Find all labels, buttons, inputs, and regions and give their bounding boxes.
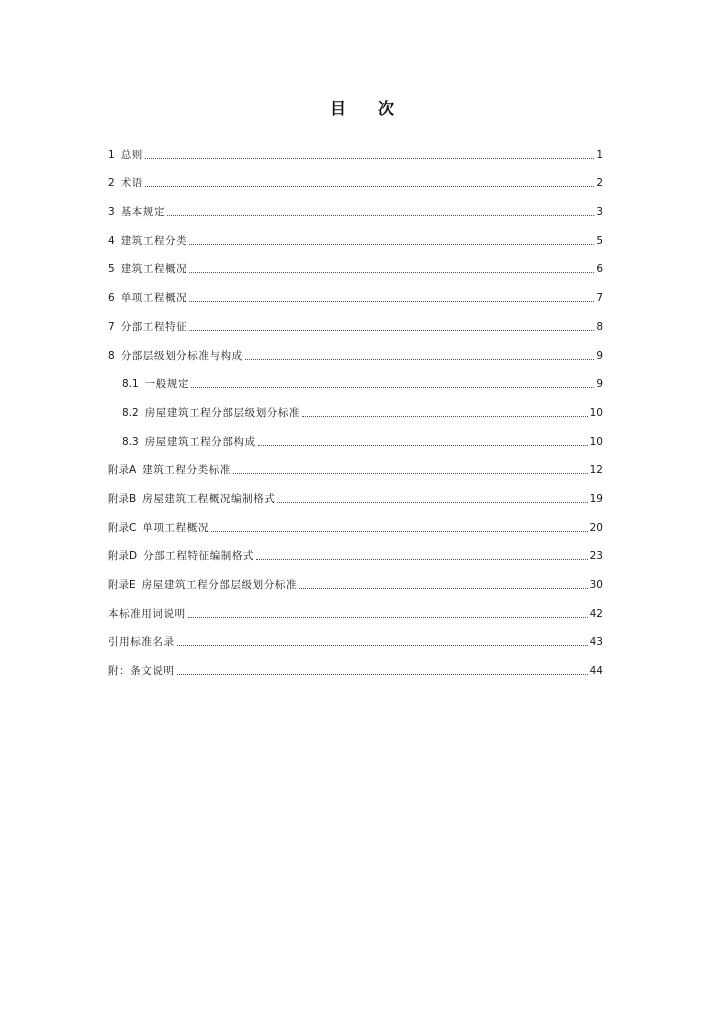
toc-entry-page: 6 (596, 263, 603, 276)
toc-entry-1[interactable] (108, 133, 603, 162)
toc-entry-label: 附：条文说明 (108, 665, 175, 678)
toc-entry-page: 10 (589, 406, 603, 419)
toc-leader-dots (177, 645, 588, 646)
toc-leader-dots (189, 272, 594, 273)
toc-title (0, 96, 724, 119)
toc-entry-number: 附录A (108, 464, 137, 477)
toc-entry-appendix-a[interactable] (108, 449, 603, 478)
toc-entry-5[interactable] (108, 248, 603, 277)
toc-entry-label: 本标准用词说明 (108, 607, 186, 620)
toc-entry-referenced-standards[interactable] (108, 621, 603, 650)
toc-entry-page: 2 (596, 177, 603, 190)
toc-entry-label: 房屋建筑工程分部构成 (144, 435, 256, 448)
toc-entry-appendix-d[interactable] (108, 535, 603, 564)
toc-entry-number: 4 (108, 234, 115, 247)
toc-entry-label: 单项工程概况 (120, 292, 188, 305)
toc-leader-dots (256, 559, 588, 560)
toc-leader-dots (258, 445, 588, 446)
toc-entry-page: 19 (589, 492, 603, 505)
toc-entry-page: 42 (589, 607, 603, 620)
toc-entry-page: 5 (596, 234, 603, 247)
toc-entry-label: 术语 (120, 177, 143, 190)
toc-entry-number: 附录D (108, 550, 138, 563)
toc-entry-label: 一般规定 (144, 378, 190, 391)
toc-entry-page: 23 (589, 550, 603, 563)
toc-entry-page: 7 (596, 292, 603, 305)
toc-leader-dots (189, 330, 594, 331)
toc-entry-label: 房屋建筑工程分部层级划分标准 (141, 579, 298, 591)
toc-entry-label: 分部工程特征编制格式 (143, 550, 255, 563)
toc-entry-page: 12 (589, 464, 603, 477)
toc-leader-dots (145, 186, 594, 187)
toc-leader-dots (233, 473, 588, 474)
toc-entry-label: 建筑工程分类标准 (142, 464, 231, 477)
toc-entry-page: 1 (596, 148, 603, 161)
toc-entry-number: 8.3 (122, 435, 139, 448)
toc-entry-8-2[interactable] (108, 391, 603, 420)
toc-leader-dots (277, 502, 587, 503)
toc-entry-page: 30 (589, 579, 603, 591)
toc-entry-wording-explanation[interactable] (108, 592, 603, 621)
toc-entry-number: 7 (108, 320, 115, 333)
toc-entry-label: 房屋建筑工程概况编制格式 (142, 492, 276, 505)
toc-entry-page: 20 (589, 521, 603, 534)
toc-entry-number: 8.2 (122, 406, 139, 419)
toc-leader-dots (245, 359, 595, 360)
toc-entry-number: 8 (108, 349, 115, 362)
toc-entry-8[interactable] (108, 334, 603, 363)
toc-entry-8-1[interactable] (108, 363, 603, 392)
toc-entry-label: 房屋建筑工程分部层级划分标准 (144, 406, 301, 419)
toc-entry-number: 附录B (108, 492, 137, 505)
toc-entry-label: 单项工程概况 (142, 521, 209, 534)
toc-entry-appendix-c[interactable] (108, 506, 603, 535)
toc-leader-dots (167, 215, 594, 216)
toc-entry-label: 总则 (120, 148, 143, 161)
toc-leader-dots (211, 531, 588, 532)
toc-leader-dots (191, 387, 594, 388)
toc-title-char-1: 目 (329, 99, 346, 118)
toc-entry-6[interactable] (108, 276, 603, 305)
toc-entry-8-3[interactable] (108, 420, 603, 449)
toc-entry-label: 引用标准名录 (108, 636, 175, 649)
toc-entry-number: 附录C (108, 521, 137, 534)
toc-entry-number: 3 (108, 206, 115, 219)
toc-leader-dots (189, 244, 594, 245)
toc-entry-4[interactable] (108, 219, 603, 248)
toc-entry-7[interactable] (108, 305, 603, 334)
toc-leader-dots (299, 588, 588, 589)
toc-entry-label: 基本规定 (120, 206, 166, 219)
toc-entry-3[interactable] (108, 190, 603, 219)
toc-entry-number: 2 (108, 177, 115, 190)
toc-entry-label: 分部层级划分标准与构成 (120, 349, 243, 362)
toc-entry-number: 6 (108, 292, 115, 305)
toc-leader-dots (188, 617, 588, 618)
toc-entry-appendix-e[interactable] (108, 563, 603, 592)
toc-entry-clause-explanation[interactable] (108, 649, 603, 678)
toc-entry-page: 9 (596, 349, 603, 362)
toc-entry-label: 分部工程特征 (120, 320, 188, 333)
toc-entry-page: 43 (589, 636, 603, 649)
toc-leader-dots (302, 416, 588, 417)
toc-list (108, 133, 603, 678)
toc-leader-dots (145, 158, 594, 159)
toc-title-char-2: 次 (378, 99, 395, 118)
toc-entry-number: 附录E (108, 579, 136, 591)
toc-entry-2[interactable] (108, 162, 603, 191)
toc-leader-dots (177, 674, 588, 675)
toc-entry-page: 10 (589, 435, 603, 448)
toc-entry-appendix-b[interactable] (108, 477, 603, 506)
toc-entry-label: 建筑工程分类 (120, 234, 188, 247)
toc-entry-page: 9 (596, 378, 603, 391)
toc-entry-page: 8 (596, 320, 603, 333)
toc-entry-page: 3 (596, 206, 603, 219)
toc-entry-page: 44 (589, 665, 603, 678)
toc-entry-number: 8.1 (122, 378, 139, 391)
toc-entry-number: 1 (108, 148, 115, 161)
toc-leader-dots (189, 301, 594, 302)
toc-entry-label: 建筑工程概况 (120, 263, 188, 276)
toc-entry-number: 5 (108, 263, 115, 276)
